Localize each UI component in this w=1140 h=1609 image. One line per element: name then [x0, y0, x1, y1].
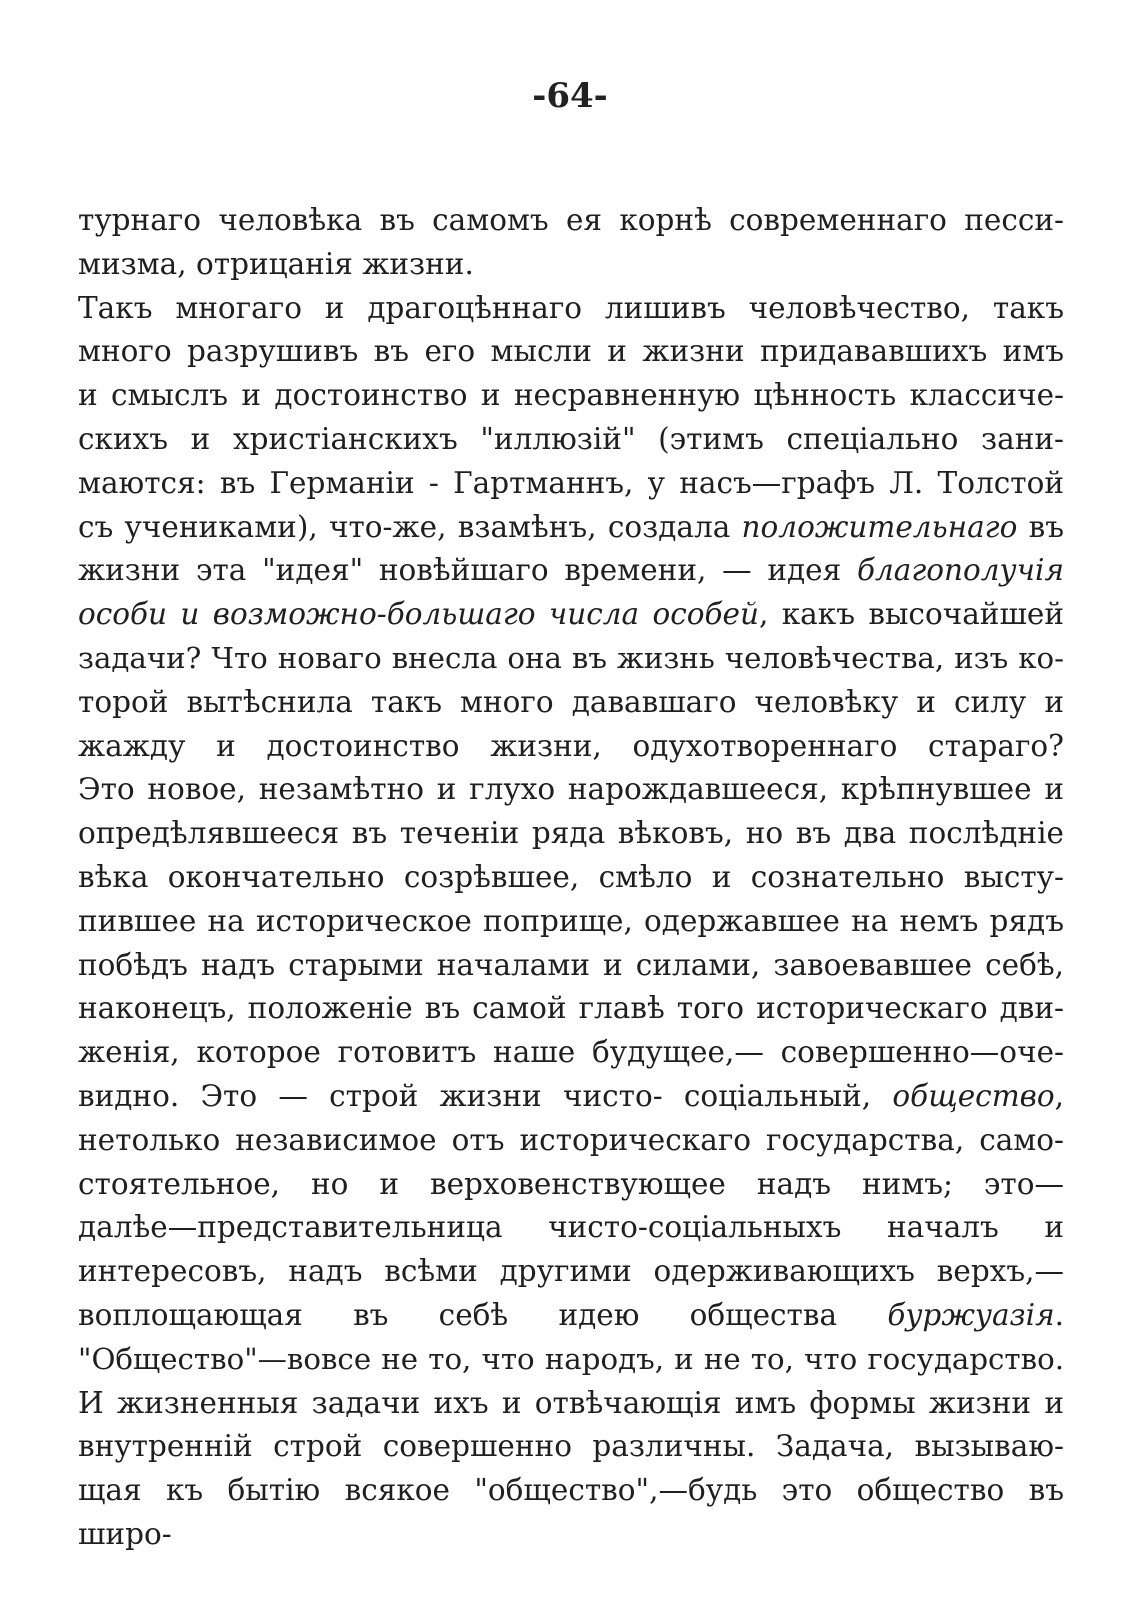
text-run: наконецъ, положеніе въ самой главѣ того историческаго дви-: [78, 991, 1064, 1026]
text-run: маются: въ Германіи - Гартманнъ, у насъ—графъ Л. Толстой: [78, 465, 1064, 500]
text-run: нетолько независимое отъ историческаго государства, само-: [78, 1122, 1064, 1157]
text-run: интересовъ, надъ всѣми другими одерживающихъ верхъ,—: [78, 1254, 1064, 1289]
text-line: [78, 1031, 1064, 1075]
text-line: [78, 1382, 1064, 1426]
text-run: Такъ многаго и драгоцѣннаго лишивъ человѣчество, такъ: [78, 290, 1064, 325]
text-line: [78, 900, 1064, 944]
text-line: [78, 944, 1064, 988]
text-line: [78, 418, 1064, 462]
text-run: жажду и достоинство жизни, одухотвореннаго стараго?: [78, 728, 1064, 763]
text-run: И жизненныя задачи ихъ и отвѣчающія имъ формы жизни и: [78, 1385, 1064, 1420]
text-line: [78, 287, 1064, 331]
text-line: [78, 1075, 1064, 1119]
text-run: въ: [1017, 509, 1064, 544]
text-line: [78, 637, 1064, 681]
text-line: [78, 1469, 1064, 1513]
text-line: [78, 1425, 1064, 1469]
text-run: женія, которое готовитъ наше будущее,— совершенно—оче-: [78, 1035, 1064, 1070]
text-line: [78, 987, 1064, 1031]
text-run: воплощающая въ себѣ идею общества: [78, 1297, 888, 1332]
text-run: "Общество"—вовсе не то, что народъ, и не то, что государство.: [78, 1341, 1064, 1376]
text-line: [78, 812, 1064, 856]
italic-phrase: общество: [892, 1078, 1055, 1113]
body-text: [78, 199, 1064, 1557]
text-run: жизни эта "идея" новѣйшаго времени, — идея: [78, 553, 857, 588]
text-run: щая къ бытію всякое "общество",—будь это общество въ: [78, 1473, 1064, 1508]
text-run: ,: [1054, 1078, 1064, 1113]
text-line: [78, 462, 1064, 506]
text-run: стоятельное, но и верховенствующее надъ нимъ; это—: [78, 1166, 1064, 1201]
text-line: [78, 549, 1064, 593]
text-run: пившее на историческое поприще, одержавшее на немъ рядъ: [78, 903, 1064, 938]
italic-phrase: благополучія: [856, 553, 1064, 588]
text-run: съ учениками), что-же, взамѣнъ, создала: [78, 509, 742, 544]
text-run: торой вытѣснила такъ много дававшаго человѣку и силу и: [78, 684, 1064, 719]
italic-phrase: положительнаго: [741, 509, 1018, 544]
text-run: широ-: [78, 1516, 172, 1551]
text-run: , какъ высочайшей: [759, 597, 1065, 632]
text-line: [78, 1513, 1064, 1557]
text-line: [78, 856, 1064, 900]
page-number: -64-: [532, 76, 608, 116]
text-line: [78, 1294, 1064, 1338]
italic-phrase: буржуазія: [887, 1297, 1055, 1332]
text-line: [78, 199, 1064, 243]
text-run: вѣка окончательно созрѣвшее, смѣло и сознательно высту-: [78, 859, 1064, 894]
text-line: [78, 1119, 1064, 1163]
text-run: скихъ и христіанскихъ "иллюзій" (этимъ спеціально зани-: [78, 421, 1064, 456]
italic-phrase: особи и возможно-большаго числа особей: [78, 597, 759, 632]
text-line: [78, 1206, 1064, 1250]
text-line: [78, 1338, 1064, 1382]
text-line: [78, 681, 1064, 725]
text-line: [78, 506, 1064, 550]
text-run: побѣдъ надъ старыми началами и силами, завоевавшее себѣ,: [78, 947, 1064, 982]
text-run: мизма, отрицанія жизни.: [78, 246, 474, 281]
text-run: опредѣлявшееся въ теченіи ряда вѣковъ, но въ два послѣдніе: [78, 816, 1064, 851]
text-run: Это новое, незамѣтно и глухо нарождавшееся, крѣпнувшее и: [78, 772, 1064, 807]
text-run: видно. Это — строй жизни чисто- соціальный,: [78, 1078, 893, 1113]
text-run: задачи? Что новаго внесла она въ жизнь человѣчества, изъ ко-: [78, 640, 1064, 675]
text-line: [78, 768, 1064, 812]
text-run: .: [1054, 1297, 1064, 1332]
text-line: [78, 1163, 1064, 1207]
text-run: турнаго человѣка въ самомъ ея корнѣ современнаго песси-: [78, 203, 1064, 237]
text-run: далѣе—представительница чисто-соціальныхъ началъ и: [78, 1210, 1064, 1245]
text-line: [78, 1250, 1064, 1294]
text-line: [78, 330, 1064, 374]
text-line: [78, 243, 1064, 287]
text-line: [78, 374, 1064, 418]
text-run: и смыслъ и достоинство и несравненную цѣнность классиче-: [78, 378, 1064, 413]
text-line: [78, 725, 1064, 769]
text-run: внутренній строй совершенно различны. Задача, вызываю-: [78, 1429, 1064, 1464]
text-line: [78, 593, 1064, 637]
text-run: много разрушивъ въ его мысли и жизни придававшихъ имъ: [78, 334, 1064, 369]
